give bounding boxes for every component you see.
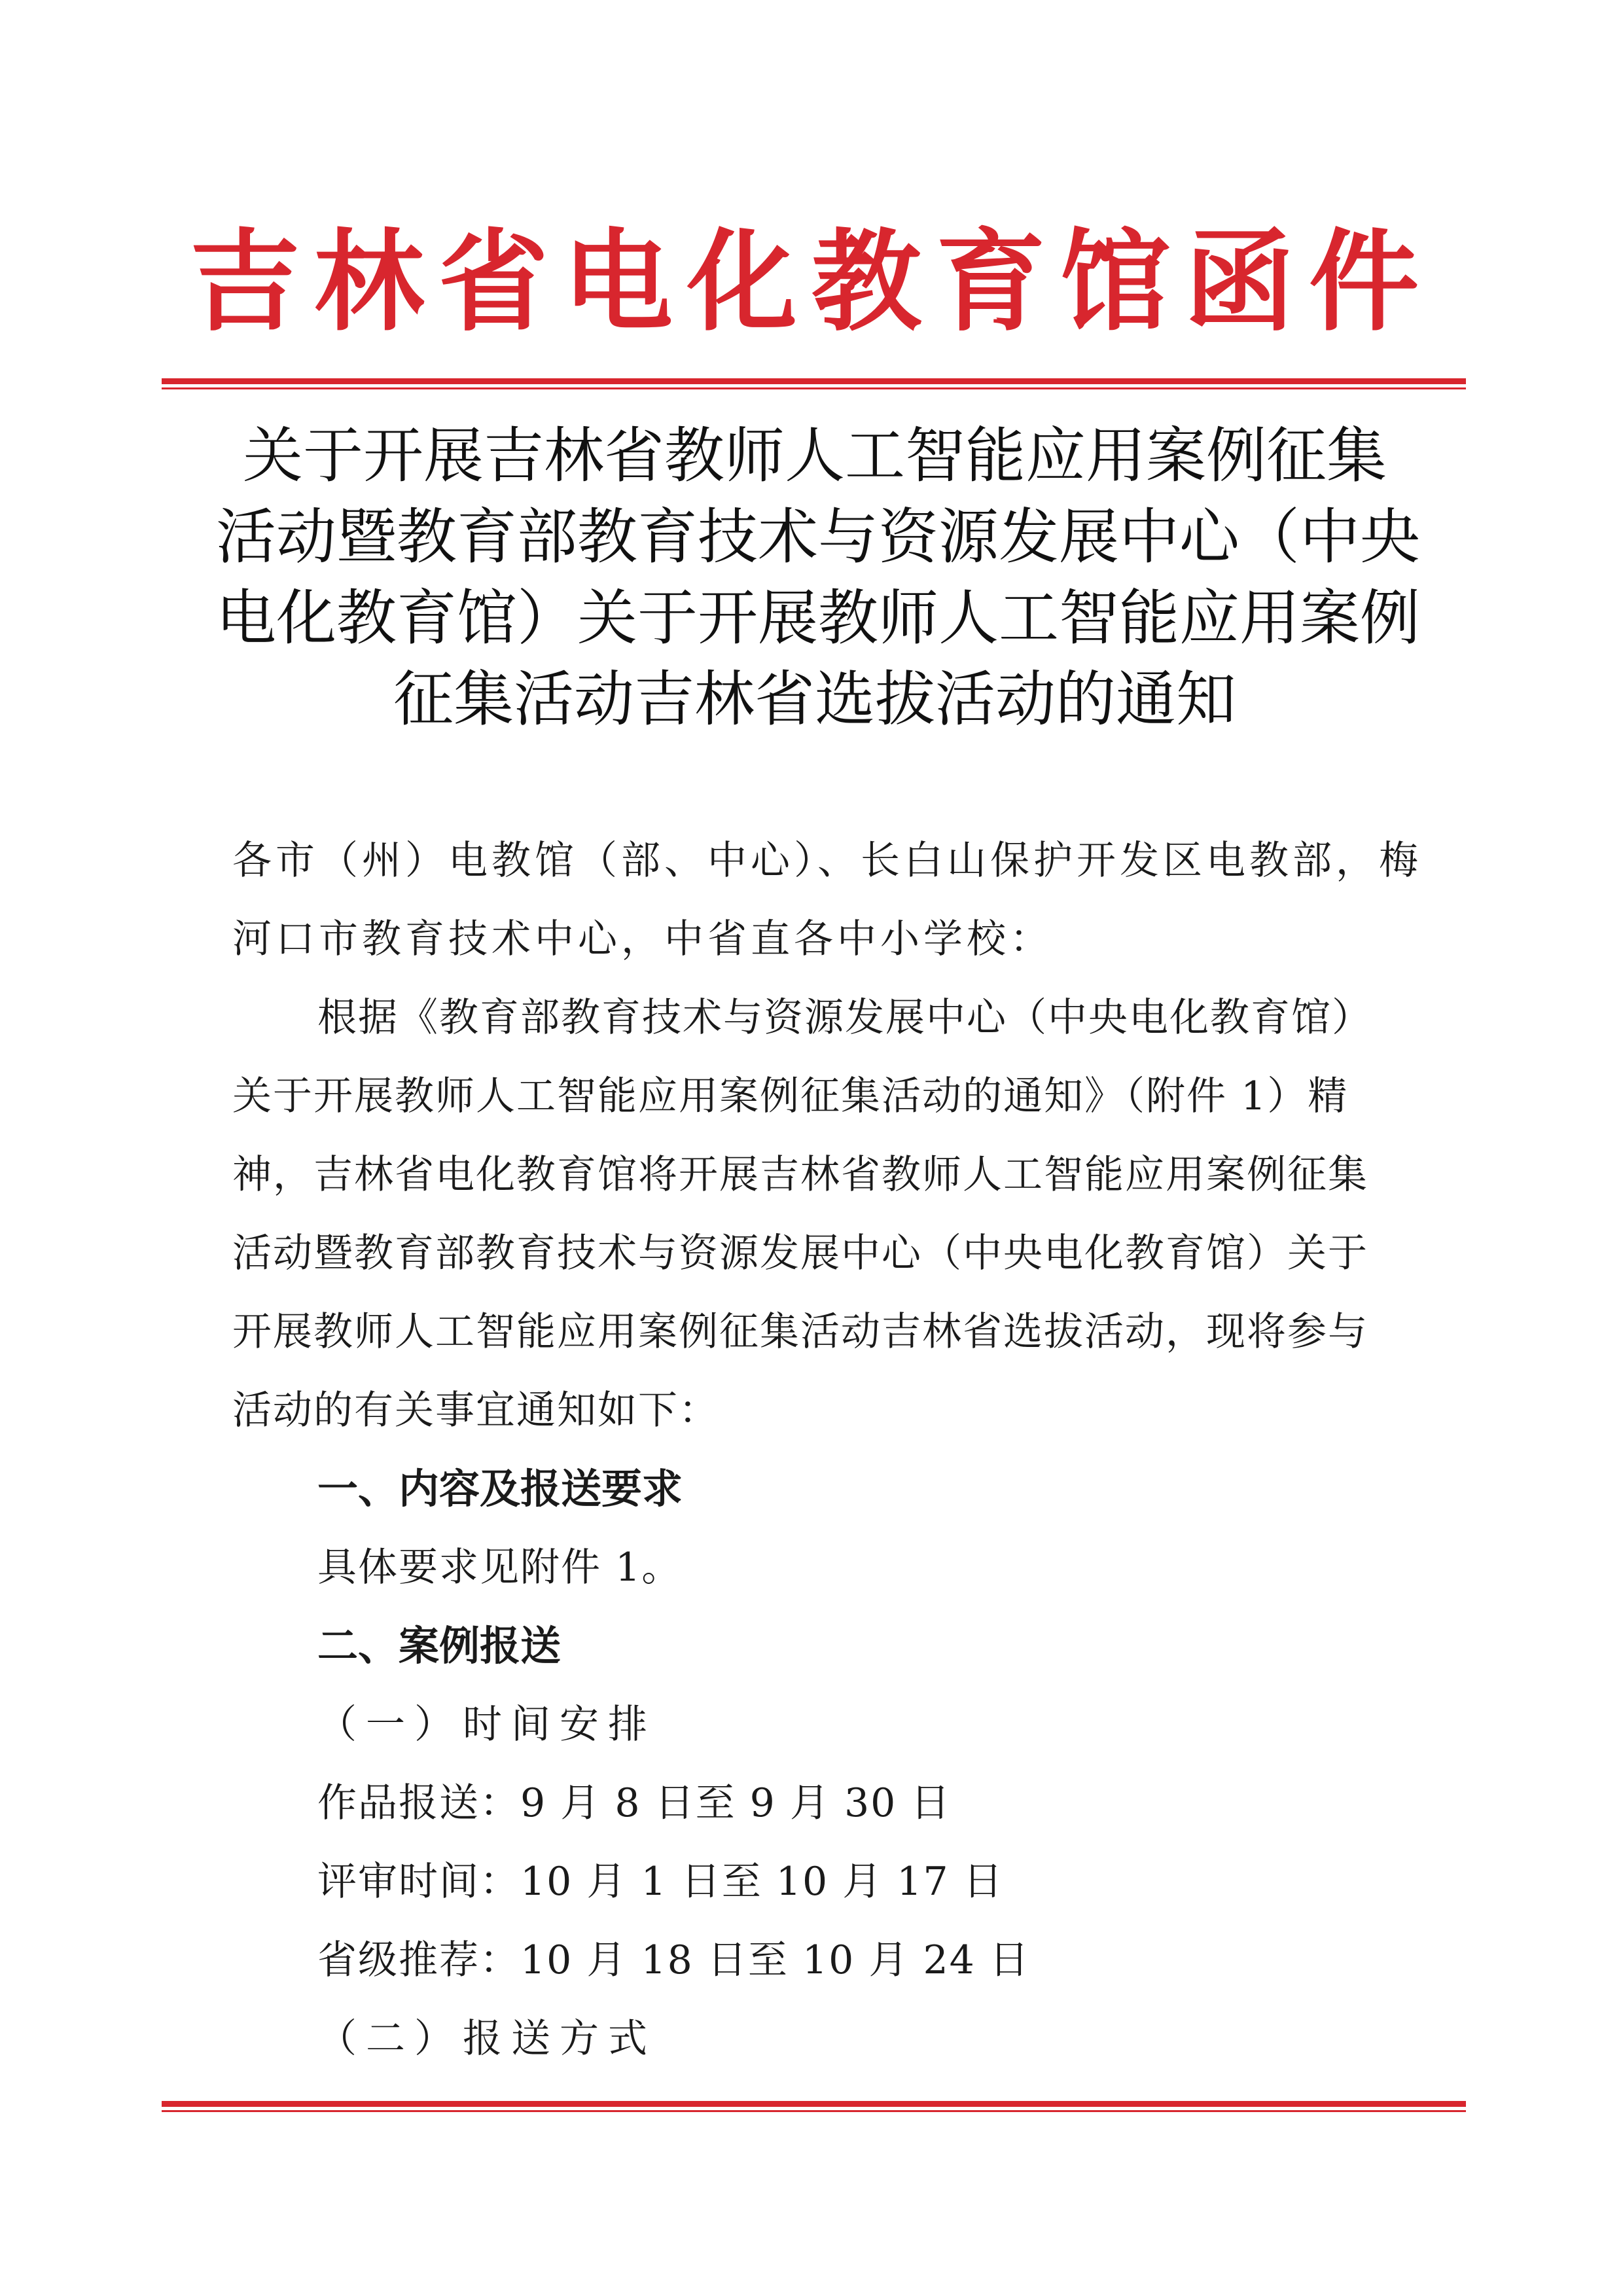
top-rule-thin-line <box>162 387 1466 389</box>
subsection-heading: （一）时间安排 <box>317 1702 656 1748</box>
document-title <box>216 416 1421 740</box>
section-heading: 一、内容及报送要求 <box>317 1465 683 1513</box>
addressee-line: 各市（州）电教馆（部、中心）、长白山保护开发区电教部，梅 <box>232 838 1422 884</box>
intro-line: 活动暨教育部教育技术与资源发展中心（中央电化教育馆）关于 <box>232 1230 1368 1276</box>
title-line: 关于开展吉林省教师人工智能应用案例征集 <box>242 421 1387 491</box>
title-line: 电化教育馆）关于开展教师人工智能应用案例 <box>216 583 1421 653</box>
subsection-heading: （二）报送方式 <box>317 2016 656 2062</box>
document-body <box>232 821 1446 2078</box>
intro-line: 开展教师人工智能应用案例征集活动吉林省选拔活动，现将参与 <box>232 1309 1368 1355</box>
schedule-item: 省级推荐：10 月 18 日至 10 月 24 日 <box>317 1937 1030 1983</box>
bottom-red-rule <box>162 2101 1466 2112</box>
top-red-rule <box>162 378 1466 389</box>
intro-line: 关于开展教师人工智能应用案例征集活动的通知》（附件 1）精 <box>232 1073 1349 1119</box>
title-line: 征集活动吉林省选拔活动的通知 <box>393 664 1236 734</box>
section-heading: 二、案例报送 <box>317 1622 562 1670</box>
section-text: 具体要求见附件 1。 <box>317 1545 683 1590</box>
intro-line: 根据《教育部教育技术与资源发展中心（中央电化教育馆） <box>317 995 1372 1041</box>
schedule-item: 作品报送：9 月 8 日至 9 月 30 日 <box>317 1780 952 1826</box>
top-rule-thick-line <box>162 378 1466 384</box>
addressee-line: 河口市教育技术中心，中省直各中小学校： <box>232 916 1053 962</box>
intro-line: 神，吉林省电化教育馆将开展吉林省教师人工智能应用案例征集 <box>232 1152 1368 1198</box>
intro-line: 活动的有关事宜通知如下： <box>232 1388 719 1433</box>
bottom-rule-thin-line <box>162 2110 1466 2112</box>
title-line: 活动暨教育部教育技术与资源发展中心（中央 <box>216 502 1421 572</box>
bottom-rule-thick-line <box>162 2101 1466 2107</box>
letterhead-title: 吉林省电化教育馆函件 <box>190 217 1433 346</box>
schedule-item: 评审时间：10 月 1 日至 10 月 17 日 <box>317 1859 1004 1905</box>
